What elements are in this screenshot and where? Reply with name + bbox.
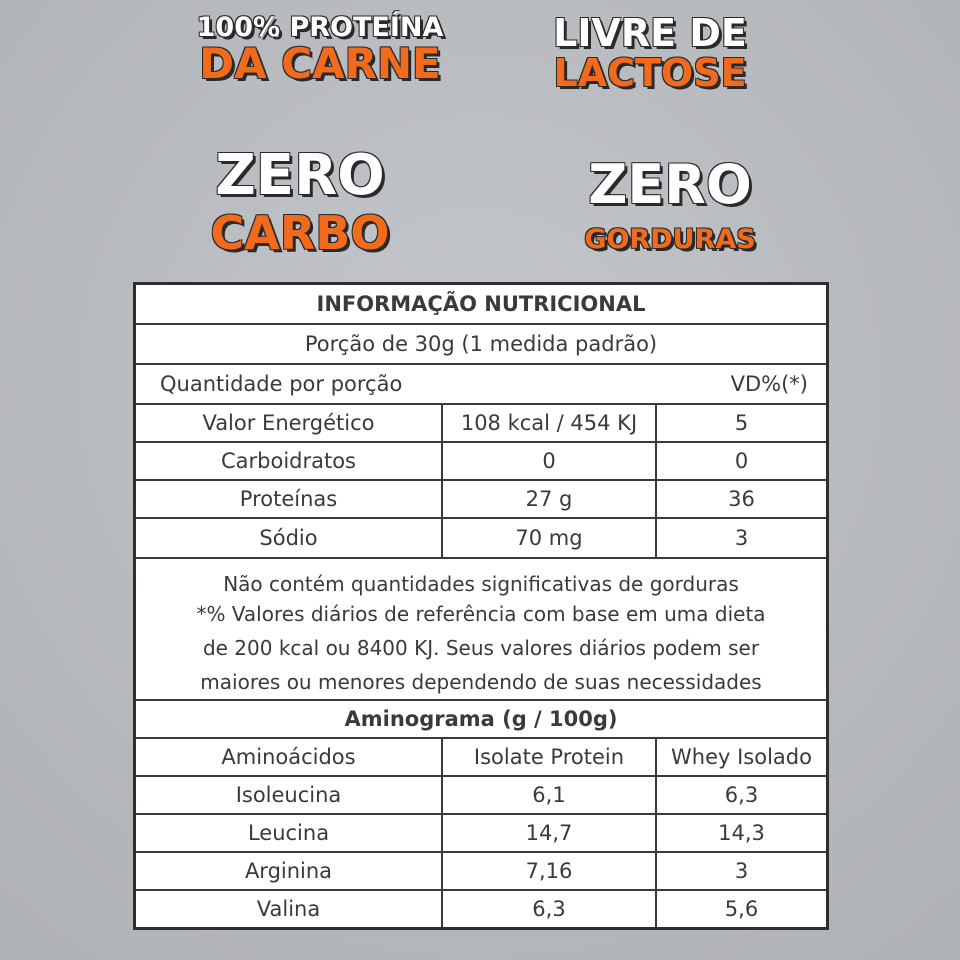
quantity-header-row — [136, 365, 826, 405]
amino-whey: 3 — [734, 859, 749, 883]
badge-carbo-line2: CARBO — [210, 206, 390, 260]
amino-name: Arginina — [136, 853, 443, 889]
badge-carbo-line1: ZERO — [215, 143, 385, 208]
nutrient-vd: 36 — [728, 487, 755, 511]
badge-carbo — [190, 143, 410, 260]
nutrition-title-row — [136, 285, 826, 325]
aminogram-col-isolate: Isolate Protein — [443, 739, 657, 775]
table-row — [136, 519, 826, 559]
nutrient-vd: 5 — [734, 411, 749, 435]
badge-lactose-line2: LACTOSE — [553, 51, 747, 95]
nutrient-amount: 70 mg — [443, 519, 657, 557]
badge-lactose-line1: LIVRE DE — [553, 11, 747, 55]
badge-fat-line1: ZERO — [588, 153, 752, 216]
table-row — [136, 777, 826, 815]
amino-whey: 14,3 — [718, 821, 765, 845]
aminogram-col-whey: Whey Isolado — [671, 745, 812, 769]
amino-isolate: 14,7 — [443, 815, 657, 851]
nutrient-vd: 0 — [734, 449, 749, 473]
badge-protein-line1: 100% PROTEÍNA — [196, 12, 444, 43]
nutrient-name: Sódio — [136, 519, 443, 557]
aminogram-header-row — [136, 739, 826, 777]
badge-protein-line2: DA CARNE — [199, 39, 441, 88]
portion-text: Porção de 30g (1 medida padrão) — [304, 332, 658, 356]
quantity-header-left: Quantidade por porção — [160, 372, 403, 396]
amino-name: Isoleucina — [136, 777, 443, 813]
nutrient-amount: 108 kcal / 454 KJ — [443, 405, 657, 441]
amino-isolate: 6,3 — [443, 891, 657, 927]
nutrition-label — [133, 282, 829, 930]
amino-whey: 6,3 — [724, 783, 759, 807]
nutrient-name: Valor Energético — [136, 405, 443, 441]
badge-fat-line2: GORDURAS — [584, 224, 756, 255]
badge-protein — [170, 12, 470, 88]
aminogram-title: Aminograma (g / 100g) — [344, 707, 618, 731]
nutrition-title: INFORMAÇÃO NUTRICIONAL — [316, 292, 646, 316]
table-row — [136, 405, 826, 443]
table-row — [136, 481, 826, 519]
amino-name: Valina — [136, 891, 443, 927]
nutrient-name: Proteínas — [136, 481, 443, 517]
badge-fat — [560, 153, 780, 255]
table-row — [136, 891, 826, 927]
nutrient-name: Carboidratos — [136, 443, 443, 479]
amino-isolate: 6,1 — [443, 777, 657, 813]
note-line: *% Valores diários de referência com base em uma dieta — [196, 602, 766, 626]
nutrition-notes — [136, 559, 826, 701]
nutrient-vd: 3 — [734, 526, 749, 550]
portion-row — [136, 325, 826, 365]
note-line: de 200 kcal ou 8400 KJ. Seus valores diários podem ser — [202, 636, 760, 660]
amino-name: Leucina — [136, 815, 443, 851]
nutrient-amount: 0 — [443, 443, 657, 479]
note-line: maiores ou menores dependendo de suas necessidades — [200, 670, 762, 694]
nutrient-amount: 27 g — [443, 481, 657, 517]
note-line: Não contém quantidades significativas de gorduras — [223, 572, 739, 596]
badge-lactose — [530, 11, 770, 95]
aminogram-col-amino: Aminoácidos — [136, 739, 443, 775]
table-row — [136, 443, 826, 481]
aminogram-title-row — [136, 701, 826, 739]
amino-isolate: 7,16 — [443, 853, 657, 889]
table-row — [136, 853, 826, 891]
amino-whey: 5,6 — [724, 897, 759, 921]
table-row — [136, 815, 826, 853]
quantity-header-right: VD%(*) — [730, 372, 808, 396]
